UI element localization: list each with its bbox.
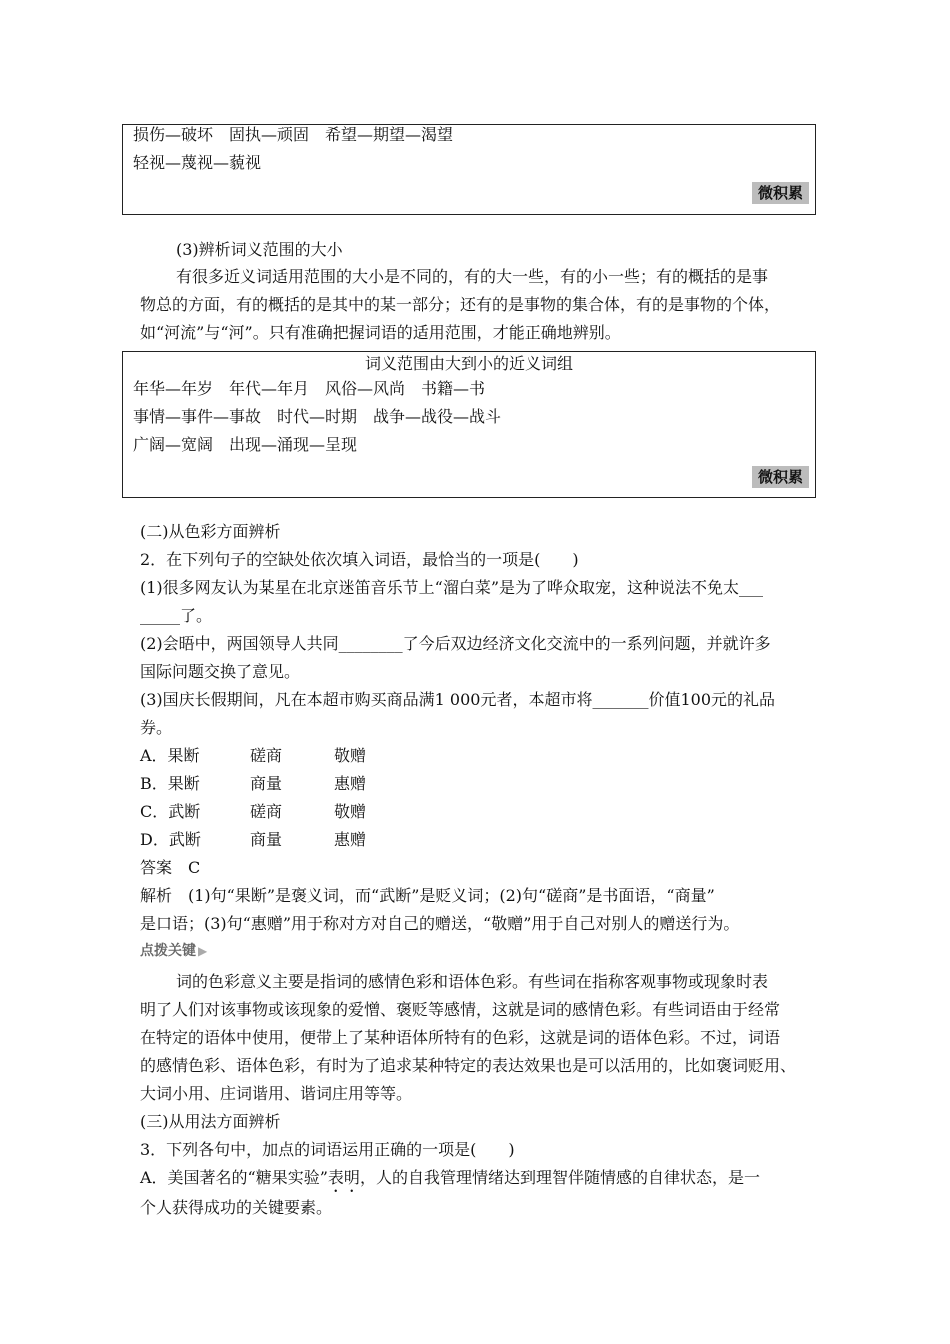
keytip-paragraph-line: 词的色彩意义主要是指词的感情色彩和语体色彩。有些词在指称客观事物或现象时表 [176, 972, 769, 991]
micro-accumulation-tag: 微积累 [752, 182, 809, 204]
analysis-line: 是口语；(3)句“惠赠”用于称对方对自己的赠送，“敬赠”用于自己对别人的赠送行为。 [140, 914, 740, 933]
sentence-line: (2)会晤中，两国领导人共同________了今后双边经济文化交流中的一系列问题，并就许多 [140, 634, 771, 653]
sentence-line: 国际问题交换了意见。 [140, 662, 301, 681]
vocab-box-1 [122, 124, 816, 215]
option-a-line: A．美国著名的“糖果实验”表明，人的自我管理情绪达到理智伴随情感的自律状态，是一 [140, 1168, 760, 1187]
micro-accumulation-tag: 微积累 [752, 466, 809, 488]
vocab-line: 年华—年岁 年代—年月 风俗—风尚 书籍—书 [133, 379, 486, 398]
answer: 答案 C [140, 858, 201, 877]
box-title: 词义范围由大到小的近义词组 [364, 354, 573, 373]
paragraph-line: 如“河流”与“河”。只有准确把握词语的适用范围，才能正确地辨别。 [140, 323, 621, 342]
vocab-line: 广阔—宽阔 出现—涌现—呈现 [133, 435, 358, 454]
section-heading: (二)从色彩方面辨析 [140, 522, 281, 541]
sentence-line: 券。 [140, 718, 173, 737]
keytip-paragraph-line: 大词小用、庄词谐用、谐词庄用等等。 [140, 1084, 413, 1103]
analysis-line: 解析 (1)句“果断”是褒义词，而“武断”是贬义词；(2)句“磋商”是书面语，“商量” [140, 886, 715, 905]
paragraph-line: 物总的方面，有的概括的是其中的某一部分；还有的是事物的集合体，有的是事物的个体， [140, 295, 781, 314]
keytip-paragraph-line: 明了人们对该事物或该现象的爱憎、褒贬等感情，这就是词的感情色彩。有些词语由于经常 [140, 1000, 781, 1019]
paragraph-line: 有很多近义词适用范围的大小是不同的，有的大一些，有的小一些；有的概括的是事 [176, 267, 769, 286]
option-c: C．武断 磋商 敬赠 [140, 802, 367, 821]
keytip-paragraph-line: 的感情色彩、语体色彩，有时为了追求某种特定的表达效果也是可以活用的，比如褒词贬用、 [140, 1056, 797, 1075]
question-stem: 2．在下列句子的空缺处依次填入词语，最恰当的一项是( ) [140, 550, 579, 569]
key-tip-label: 点拨关键 ▶ [140, 943, 208, 959]
option-a: A．果断 磋商 敬赠 [140, 746, 367, 765]
triangle-right-icon: ▶ [198, 944, 208, 958]
vocab-line: 轻视—蔑视—藐视 [133, 153, 262, 172]
option-a-line: 个人获得成功的关键要素。 [140, 1198, 333, 1217]
vocab-line: 损伤—破坏 固执—顽固 希望—期望—渴望 [133, 125, 454, 144]
section-heading: (3)辨析词义范围的大小 [176, 240, 343, 259]
keytip-paragraph-line: 在特定的语体中使用，便带上了某种语体所特有的色彩，这就是词的语体色彩。不过，词语 [140, 1028, 781, 1047]
sentence-line: (3)国庆长假期间，凡在本超市购买商品满1 000元者，本超市将_______价值100元的礼品 [140, 690, 776, 709]
sentence-line: _____了。 [140, 606, 213, 625]
vocab-box-2 [122, 351, 816, 498]
dotted-term: 表明 [327, 1168, 360, 1187]
option-b: B．果断 商量 惠赠 [140, 774, 367, 793]
section-heading: (三)从用法方面辨析 [140, 1112, 281, 1131]
vocab-line: 事情—事件—事故 时代—时期 战争—战役—战斗 [133, 407, 502, 426]
sentence-line: (1)很多网友认为某星在北京迷笛音乐节上“溜白菜”是为了哗众取宠，这种说法不免太___ [140, 578, 764, 597]
option-d: D．武断 商量 惠赠 [140, 830, 367, 849]
question-stem: 3．下列各句中，加点的词语运用正确的一项是( ) [140, 1140, 515, 1159]
